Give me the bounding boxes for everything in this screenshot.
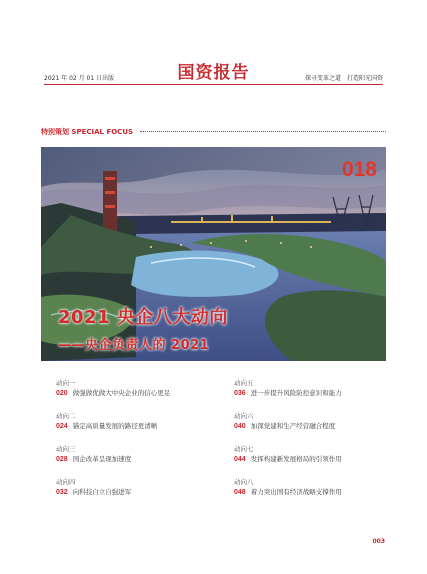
- hero-subheadline: ——央企负责人的 2021: [58, 338, 210, 353]
- toc-link[interactable]: [56, 487, 226, 498]
- toc-entry: [234, 379, 404, 412]
- toc-page-number: 020: [56, 390, 68, 397]
- toc-title: 向科技自立自强进军: [72, 488, 132, 496]
- toc-entry: [56, 445, 226, 478]
- toc-trend-label: 动向八: [234, 478, 254, 486]
- toc-entry: [234, 412, 404, 445]
- toc-trend-label: 动向三: [56, 445, 76, 453]
- toc-title: 着力突出国有经济战略支撑作用: [250, 488, 342, 496]
- toc-left-column: [56, 379, 226, 511]
- toc-title: 锚定高质量发展的路径更清晰: [72, 422, 158, 430]
- toc-entry: [56, 478, 226, 511]
- toc-trend-label: 动向六: [234, 412, 254, 420]
- toc-right-column: [234, 379, 404, 511]
- masthead-slogan: 探寻变革之道 打造阳光国资: [304, 75, 383, 82]
- toc-title: 发挥构建新发展格局的引领作用: [250, 455, 342, 463]
- masthead-title: 国资报告: [177, 63, 250, 83]
- hero-headline: 2021 央企八大动向: [58, 307, 228, 328]
- toc-link[interactable]: [234, 388, 404, 399]
- toc-trend-label: 动向一: [56, 379, 76, 387]
- toc-link[interactable]: [56, 388, 226, 399]
- toc-trend-label: 动向五: [234, 379, 254, 387]
- toc-link[interactable]: [234, 454, 404, 465]
- toc-trend-label: 动向二: [56, 412, 76, 420]
- toc-entry: [234, 445, 404, 478]
- section-label: 特别策划 SPECIAL FOCUS: [41, 128, 134, 136]
- toc-page-number: 040: [234, 423, 246, 430]
- footer-page-number: 003: [372, 538, 385, 545]
- toc-link[interactable]: [234, 487, 404, 498]
- hero-page-number: 018: [341, 158, 377, 181]
- toc-page-number: 028: [56, 456, 68, 463]
- toc-link[interactable]: [234, 421, 404, 432]
- toc-link[interactable]: [56, 454, 226, 465]
- toc-title: 做强做优做大中央企业的信心更足: [72, 389, 171, 397]
- toc-page-number: 032: [56, 489, 68, 496]
- toc-page-number: 048: [234, 489, 246, 496]
- toc-trend-label: 动向七: [234, 445, 254, 453]
- toc-entry: [234, 478, 404, 511]
- toc-title: 国企改革呈现加速度: [72, 455, 132, 463]
- toc-page-number: 024: [56, 423, 68, 430]
- toc-title: 加深党建和生产经营融合程度: [250, 422, 336, 430]
- toc-page-number: 036: [234, 390, 246, 397]
- toc-entry: [56, 379, 226, 412]
- toc-trend-label: 动向四: [56, 478, 76, 486]
- section-dotted-rule: [140, 131, 386, 132]
- masthead-rule: [44, 84, 383, 85]
- toc-link[interactable]: [56, 421, 226, 432]
- toc-page-number: 044: [234, 456, 246, 463]
- toc-title: 进一步提升风险防控意识和能力: [250, 389, 342, 397]
- toc-entry: [56, 412, 226, 445]
- masthead-date: 2021 年 02 月 01 日出版: [44, 75, 115, 82]
